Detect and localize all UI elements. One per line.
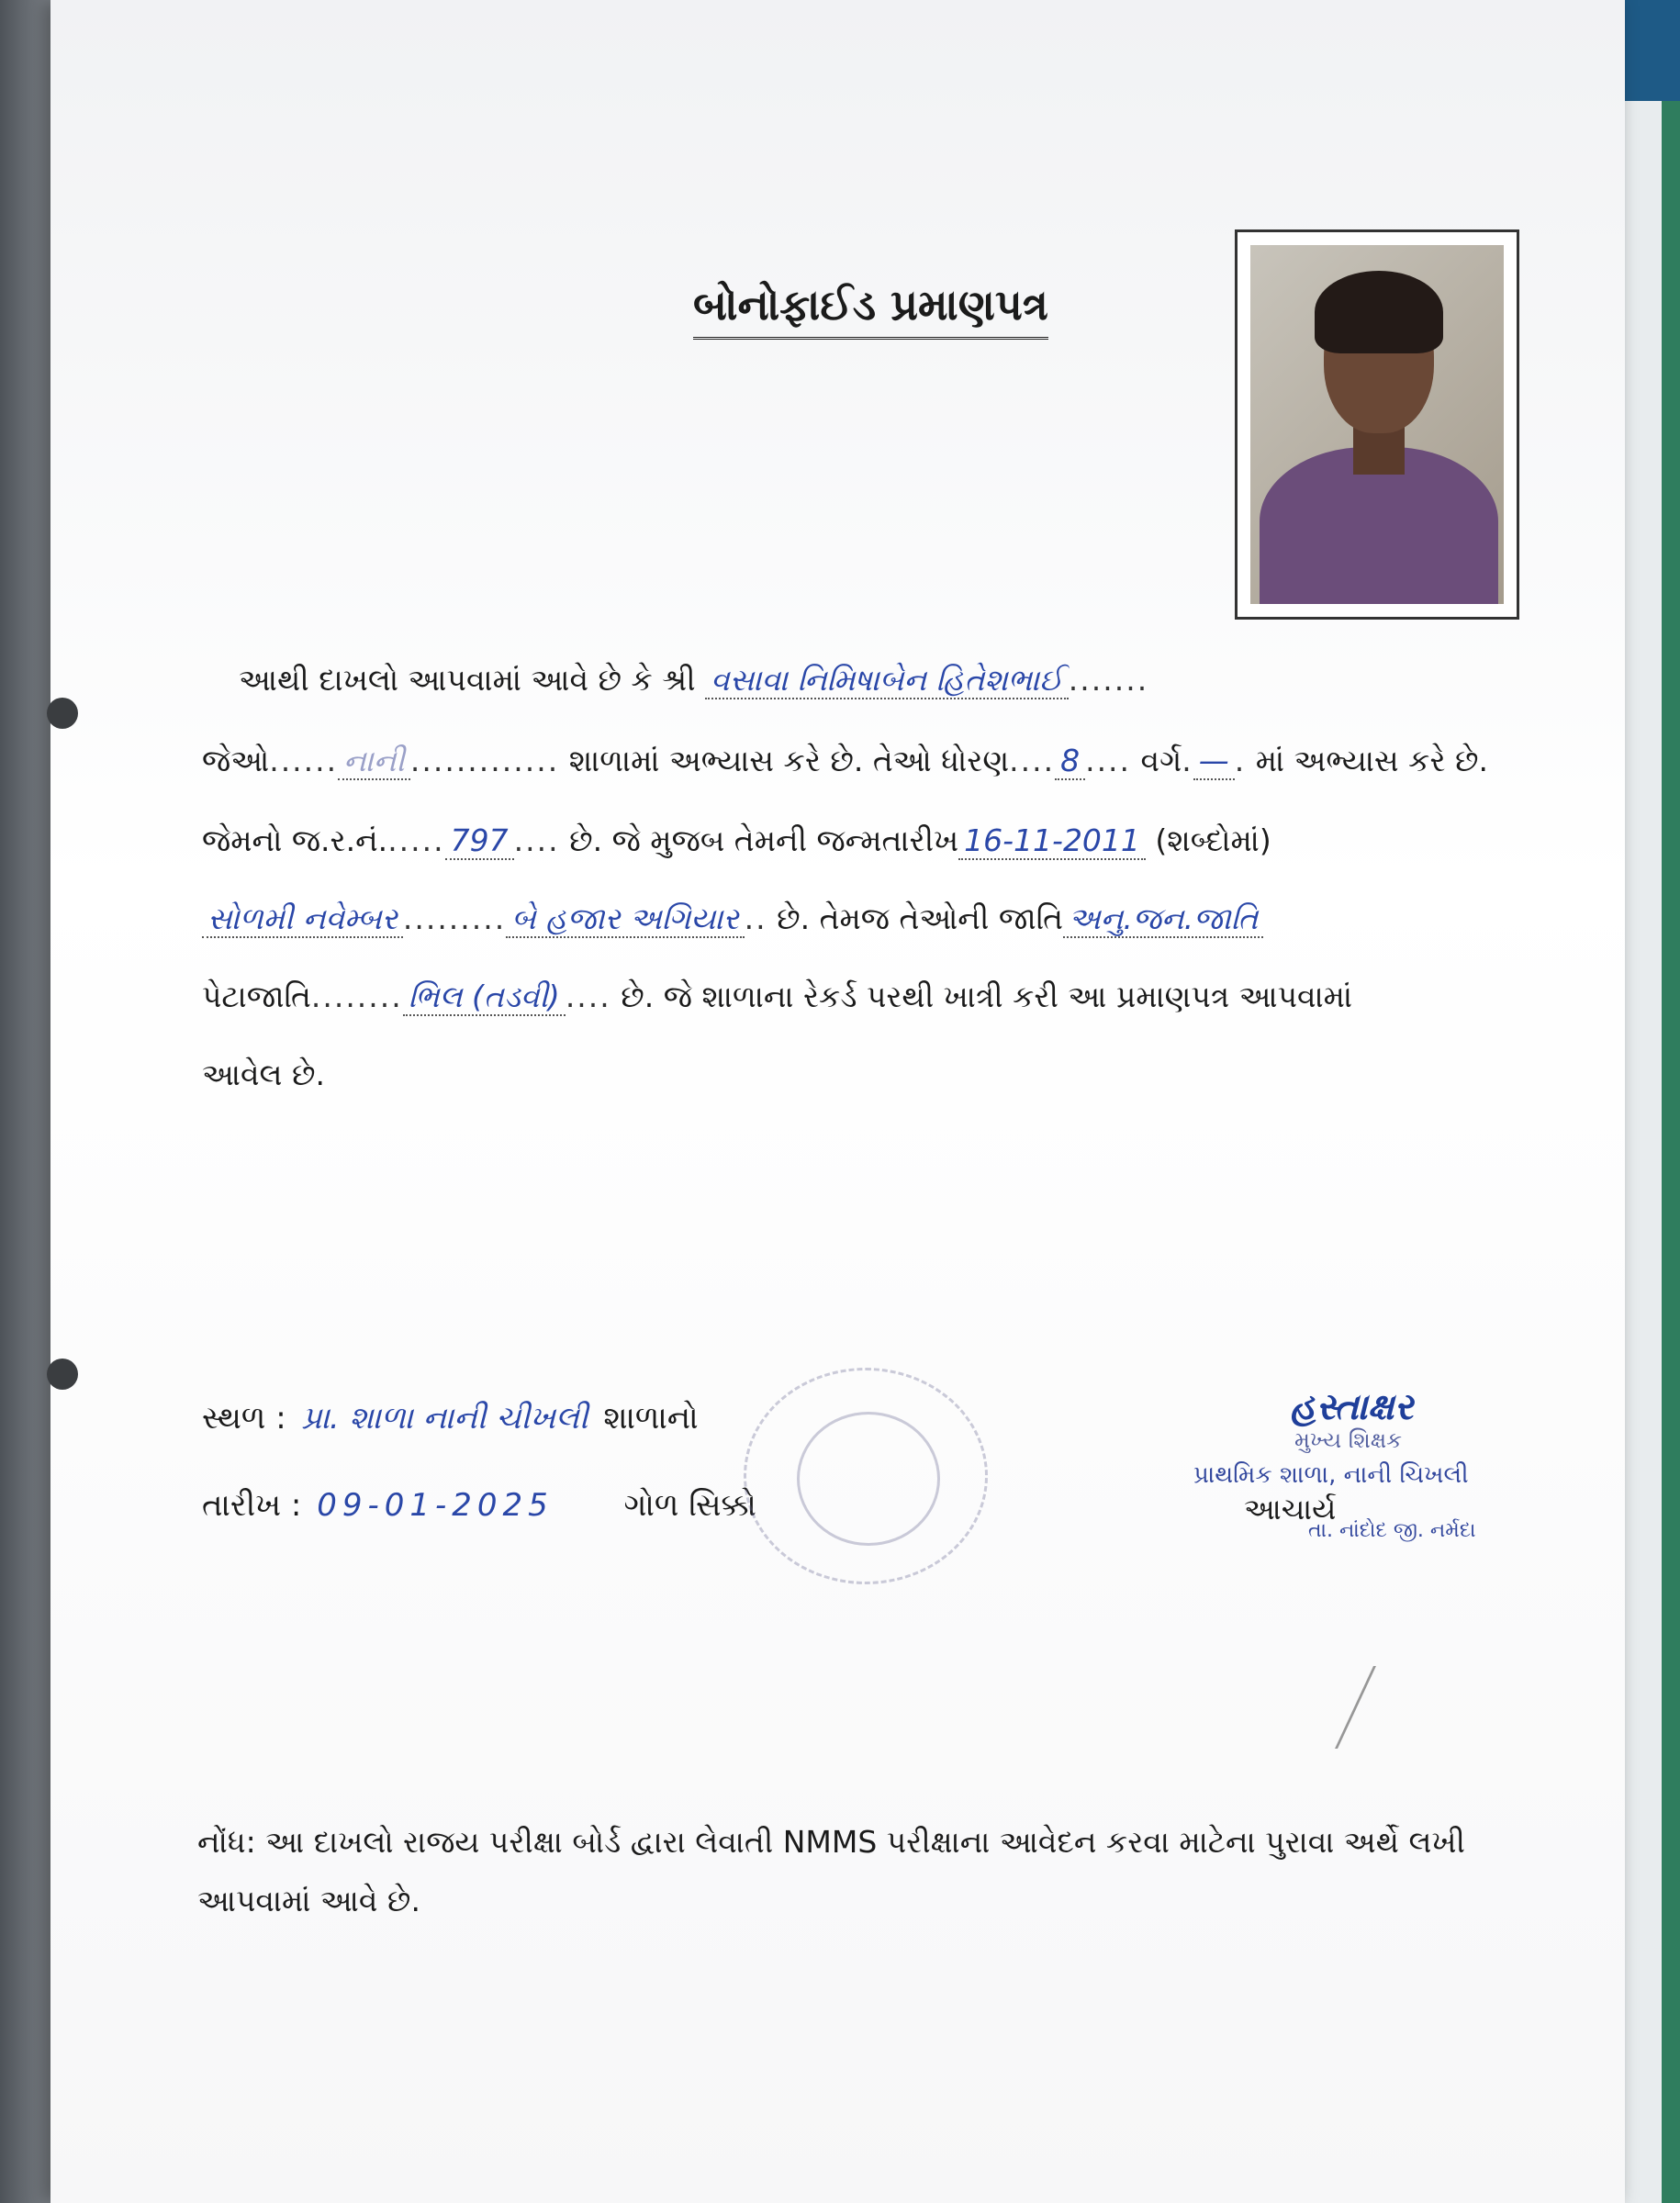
dot-leader: .. — [744, 900, 767, 936]
line3-suffix: (શબ્દોમાં) — [1155, 822, 1271, 858]
district-stamp-text: તા. નાંદોદ જી. નર્મદા — [1308, 1519, 1476, 1542]
student-name: વસાવા નિમિષાબેન હિતેશભાઈ — [705, 662, 1069, 699]
dot-leader: . — [1182, 743, 1193, 778]
dot-leader: ...... — [269, 743, 339, 778]
acharya-label: આચાર્ય — [1244, 1492, 1337, 1526]
dob-words-2: બે હજાર અગિયાર — [506, 900, 744, 938]
certificate-paper — [50, 0, 1625, 2203]
dob-value: 16-11-2011 — [958, 822, 1146, 860]
seal-label: ગોળ સિક્કો — [623, 1487, 756, 1524]
photo-hair-shape — [1315, 271, 1443, 353]
line2-suffix: માં અભ્યાસ કરે છે. — [1255, 743, 1488, 778]
note-text: નોંધ: આ દાખલો રાજય પરીક્ષા બોર્ડ દ્વારા લેવાતી NMMS પરીક્ષાના આવેદન કરવા માટેના પુરાવા અર્થે લખી આપવામાં આવે છે. — [197, 1824, 1465, 1918]
line3-mid: છે. જે મુજબ તેમની જન્મતારીખ — [569, 822, 959, 858]
para-line-2 — [202, 742, 1597, 780]
line6: આવેલ છે. — [202, 1057, 325, 1092]
para-line-3 — [202, 822, 1597, 860]
punch-hole — [47, 1359, 78, 1390]
dot-leader: .... — [565, 978, 611, 1014]
school-short: નાની — [338, 743, 410, 780]
line5-suffix: છે. જે શાળાના રેકર્ડ પરથી ખાત્રી કરી આ પ્રમાણપત્ર આપવામાં — [621, 978, 1353, 1014]
date-row — [202, 1487, 756, 1524]
para-line-5 — [202, 978, 1597, 1016]
place-row — [202, 1400, 699, 1437]
line4-mid: છે. તેમજ તેઓની જાતિ — [777, 900, 1063, 936]
certificate-title: બોનોફાઈડ પ્રમાણપત્ર — [693, 280, 1048, 340]
date-value: 09-01-2025 — [317, 1487, 554, 1524]
dot-leader: .... — [1009, 743, 1056, 778]
head-teacher-label: મુખ્ય શિક્ષક — [1294, 1427, 1403, 1453]
caste-value: અનુ.જન.જાતિ — [1063, 900, 1263, 938]
student-photo — [1235, 229, 1519, 620]
division-value: — — [1193, 743, 1235, 780]
line2-prefix: જેઓ — [202, 743, 270, 778]
para-line-1 — [239, 661, 1634, 699]
punch-hole — [47, 698, 78, 729]
para-line-6 — [202, 1056, 1597, 1094]
standard-value: 8 — [1055, 743, 1085, 780]
gr-number: 797 — [445, 822, 514, 860]
school-seal-inner — [797, 1412, 940, 1546]
subcaste-value: ભિલ (તડવી) — [403, 978, 566, 1016]
dot-leader: ....... — [1068, 662, 1149, 698]
dot-leader: ..... — [387, 822, 445, 858]
line5-prefix: પેટાજાતિ — [202, 978, 311, 1014]
photo-image — [1250, 245, 1504, 604]
dot-leader: ........ — [310, 978, 403, 1014]
dot-leader: .... — [1085, 743, 1132, 778]
line1-prefix: આથી દાખલો આપવામાં આવે છે કે શ્રી — [239, 662, 696, 698]
place-value: પ્રા. શાળા નાની ચીખલી — [301, 1400, 588, 1437]
line3-prefix: જેમનો જ.ર.નં. — [202, 822, 388, 858]
school-seal-stamp — [744, 1368, 988, 1584]
dob-words-1: સોળમી નવેમ્બર — [202, 900, 403, 938]
dot-leader: . — [1234, 743, 1247, 778]
dot-leader: ......... — [402, 900, 507, 936]
principal-signature: હસ્તાક્ષર — [1290, 1386, 1414, 1428]
dot-leader: .... — [513, 822, 560, 858]
dot-leader: ............. — [409, 743, 560, 778]
school-stamp-text: પ્રાથમિક શાળા, નાની ચિખલી — [1193, 1461, 1469, 1489]
date-label: તારીખ : — [202, 1487, 302, 1524]
pen-mark — [1280, 1666, 1376, 1749]
place-suffix: શાળાનો — [603, 1400, 699, 1437]
line2-mid2: વર્ગ — [1140, 743, 1182, 778]
line2-mid: શાળામાં અભ્યાસ કરે છે. તેઓ ધોરણ — [568, 743, 1010, 778]
place-label: સ્થળ : — [202, 1400, 286, 1437]
para-line-4 — [202, 900, 1597, 938]
